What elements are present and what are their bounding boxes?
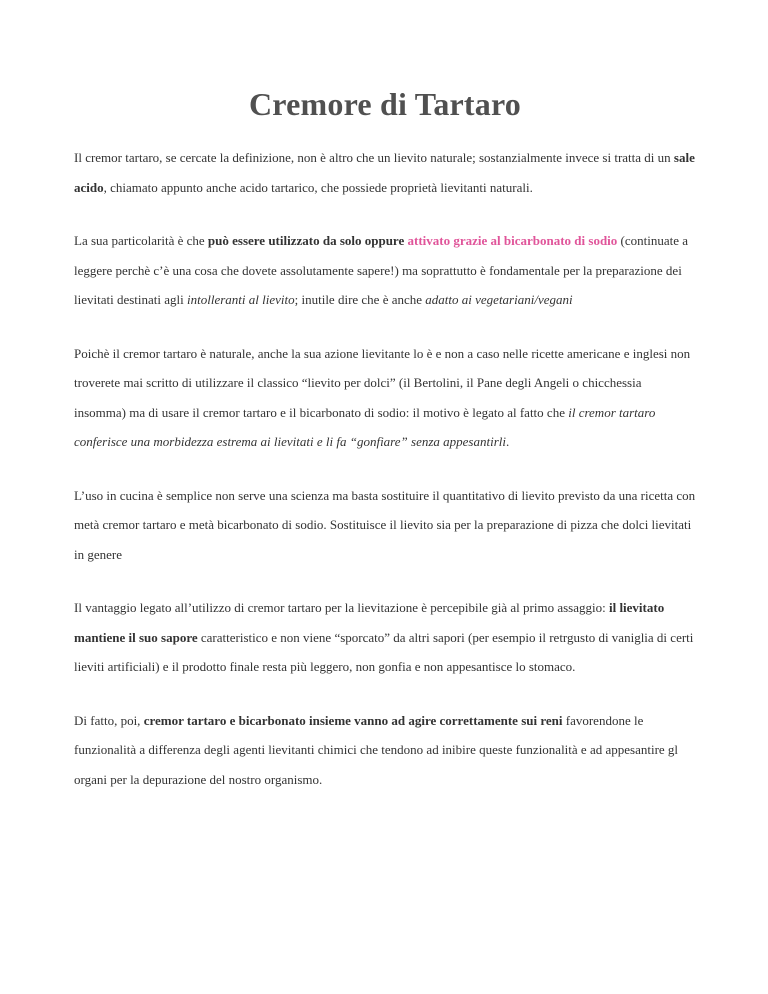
text-run-normal: ; inutile dire che è anche [294,292,426,307]
text-run-bold: può essere utilizzato da solo oppure [207,233,405,248]
text-run-bold: sale acido [74,150,695,195]
text-run-normal: Poichè il cremor tartaro è naturale, anche la sua azione lievitante lo è e non a caso nelle ricette americane e inglesi non troverete mai scritto di utilizzare il classico “lievito per dolci” (il Bertolini, il Pane degli Angeli o chicchessia insomma) ma di usare il cremor tartaro e il bicarbonato di sodio: il motivo è legato al fatto che [74,345,691,420]
paragraph-5 [74,593,696,682]
text-run-normal: Il vantaggio legato all’utilizzo di cremor tartaro per la lievitazione è percepibile già al primo assaggio: [74,600,609,615]
article-body [74,143,696,794]
text-run-normal: Il cremor tartaro, se cercate la definizione, non è altro che un lievito naturale; sostanzialmente invece si tratta di un [74,150,674,165]
text-run-normal: . [505,434,510,449]
paragraph-3 [74,339,696,457]
page-title: Cremore di Tartaro [248,86,522,122]
paragraph-1 [74,143,696,202]
text-run-normal: favorendone le funzionalità a differenza degli agenti lievitanti chimici che tendono ad inibire queste funzionalità e ad appesantire gl organi per la depurazione del nostro organismo. [74,712,679,787]
text-run-bold: il lievitato mantiene il suo sapore [74,600,665,645]
paragraph-4 [74,481,696,570]
paragraph-6 [74,706,696,795]
paragraph-2 [74,226,696,315]
text-run-italic: intolleranti al lievito [187,292,295,307]
text-run-normal: La sua particolarità è che [74,233,208,248]
text-run-italic: il cremor tartaro conferisce una morbidezza estrema ai lievitati e li fa “gonfiare” senza appesantirli [74,404,656,449]
text-run-pink: attivato grazie al bicarbonato di sodio [407,233,618,248]
text-run-normal: caratteristico e non viene “sporcato” da altri sapori (per esempio il retrgusto di vaniglia di certi lieviti artificiali) e il prodotto finale resta più leggero, non gonfia e non appesantisce lo stomaco. [74,629,694,674]
text-run-normal: L’uso in cucina è semplice non serve una scienza ma basta sostituire il quantitativo di lievito previsto da una ricetta con metà cremor tartaro e metà bicarbonato di sodio. Sostituisce il lievito sia per la preparazione di pizza che dolci lievitati in genere [74,487,696,562]
text-run-normal: , chiamato appunto anche acido tartarico, che possiede proprietà lievitanti naturali. [103,179,533,195]
text-run-italic: adatto ai vegetariani/vegani [425,292,573,307]
text-run-bold: cremor tartaro e bicarbonato insieme vanno ad agire correttamente sui reni [143,712,563,728]
text-run-normal: Di fatto, poi, [74,712,144,728]
text-run-normal: (continuate a leggere perchè c’è una cosa che dovete assolutamente sapere!) ma soprattutto è fondamentale per la preparazione dei lievitati destinati agli [74,233,689,307]
